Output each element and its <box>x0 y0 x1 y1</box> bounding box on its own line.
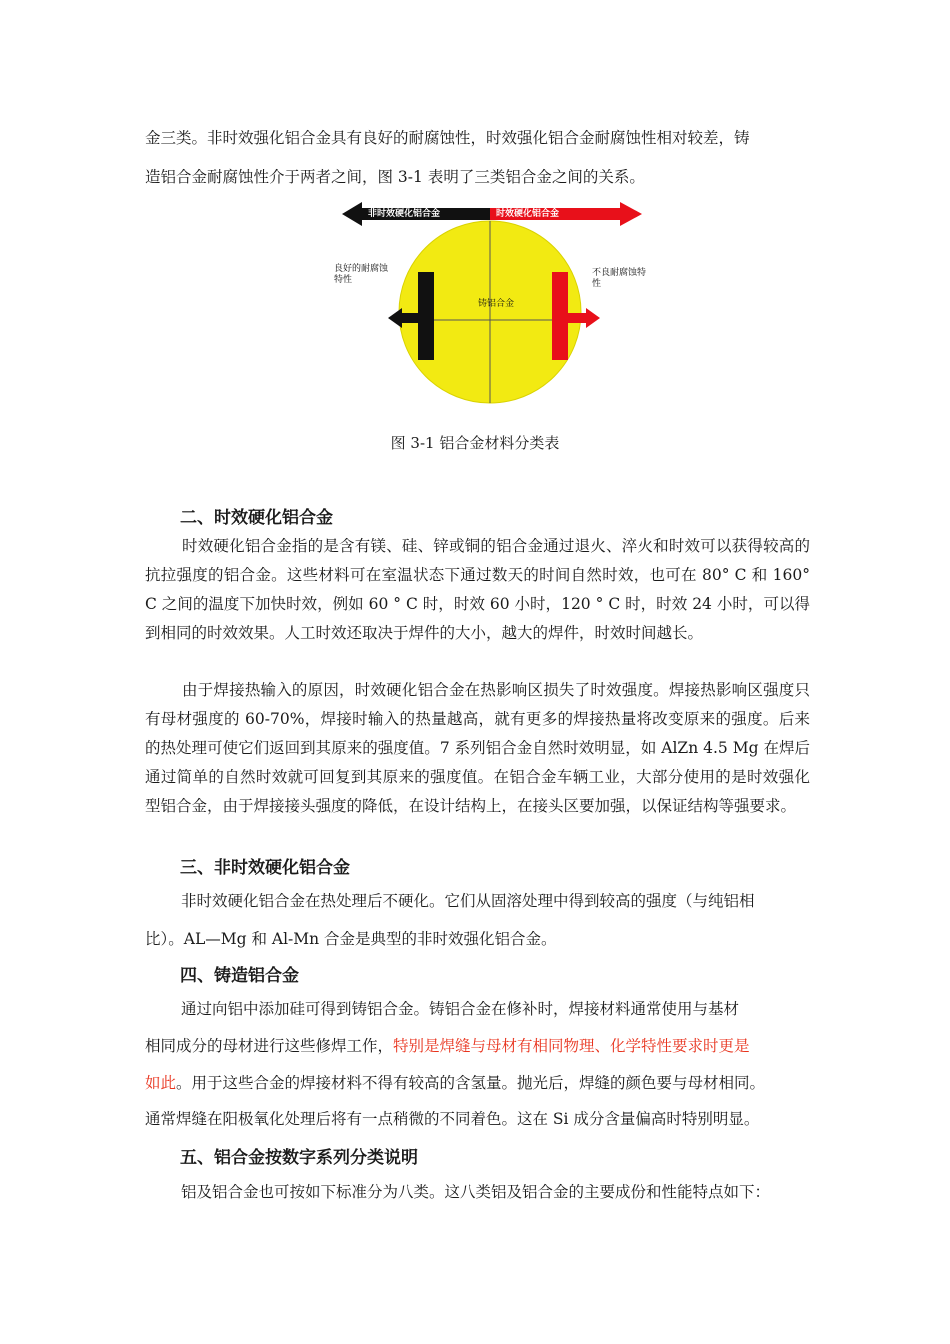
left-side-label-2: 特性 <box>334 275 353 285</box>
intro-line-2: 造铝合金耐腐蚀性介于两者之间，图 3-1 表明了三类铝合金之间的关系。 <box>145 168 645 186</box>
section4-highlight-2: 如此 <box>145 1074 177 1092</box>
section-heading-age-hardening: 二、时效硬化铝合金 <box>180 508 333 528</box>
section2-paragraph-2: 由于焊接热输入的原因，时效硬化铝合金在热影响区损失了时效强度。焊接热影响区强度只有母材强度的 60-70%，焊接时输入的热量越高，就有更多的焊接热量将改变原来的强度。后来的热处理可使它们返回到其原来的强度值。7 系列铝合金自然时效明显，如 AlZn 4.5 Mg 在焊后通过简单的自然时效就可回复到其原来的强度值。在铝合金车辆工业，大部分使用的是时效强化型铝合金，由于焊接接头强度的降低，在设计结构上，在接头区要加强，以保证结构等强要求。 <box>145 681 810 815</box>
section2-paragraph-1: 时效硬化铝合金指的是含有镁、硅、锌或铜的铝合金通过退火、淬火和时效可以获得较高的抗拉强度的铝合金。这些材料可在室温状态下通过数天的时间自然时效，也可在 80° C 和 160° C 之间的温度下加快时效，例如 60 ° C 时，时效 60 小时，120 ° C 时，时效 24 小时，可以得到相同的时效效果。人工时效还取决于焊件的大小，越大的焊件，时效时间越长。 <box>145 537 810 642</box>
right-side-label-1: 不良耐腐蚀特 <box>592 268 647 278</box>
section4-line-2-text: 相同成分的母材进行这些修焊工作， <box>145 1037 394 1055</box>
left-side-label-1: 良好的耐腐蚀 <box>334 264 389 274</box>
left-bar <box>418 272 434 360</box>
right-bar <box>552 272 568 360</box>
right-arrow-label: 时效硬化铝合金 <box>496 209 560 219</box>
section4-line-2 <box>145 1032 810 1061</box>
section4-line-3 <box>145 1069 810 1098</box>
intro-line-1: 金三类。非时效强化铝合金具有良好的耐腐蚀性，时效强化铝合金耐腐蚀性相对较差，铸 <box>145 129 750 147</box>
section3-line-2: 比）。AL—Mg 和 Al-Mn 合金是典型的非时效强化铝合金。 <box>145 930 557 948</box>
alloy-classification-figure <box>330 198 650 416</box>
section5-line-1: 铝及铝合金也可按如下标准分为八类。这八类铝及铝合金的主要成份和性能特点如下： <box>181 1183 771 1201</box>
section-heading-numeric-series: 五、铝合金按数字系列分类说明 <box>180 1148 418 1168</box>
section3-line-1: 非时效硬化铝合金在热处理后不硬化。它们从固溶处理中得到较高的强度（与纯铝相 <box>181 892 755 910</box>
figure-caption: 图 3-1 铝合金材料分类表 <box>390 434 560 452</box>
section-heading-non-age-hardening: 三、非时效硬化铝合金 <box>180 858 350 878</box>
left-arrow-label: 非时效硬化铝合金 <box>368 209 441 219</box>
section4-line-1: 通过向铝中添加硅可得到铸铝合金。铸铝合金在修补时，焊接材料通常使用与基材 <box>181 1000 740 1018</box>
section4-line-3-text: 。用于这些合金的焊接材料不得有较高的含氢量。抛光后，焊缝的颜色要与母材相同。 <box>176 1074 766 1092</box>
section-heading-cast-alloy: 四、铸造铝合金 <box>180 966 299 986</box>
right-side-label-2: 性 <box>592 279 602 289</box>
cast-alloy-label: 铸铝合金 <box>478 299 515 309</box>
section4-line-4: 通常焊缝在阳极氧化处理后将有一点稍微的不同着色。这在 Si 成分含量偏高时特别明显。 <box>145 1110 760 1128</box>
section4-highlight-1: 特别是焊缝与母材有相同物理、化学特性要求时更是 <box>393 1037 750 1055</box>
